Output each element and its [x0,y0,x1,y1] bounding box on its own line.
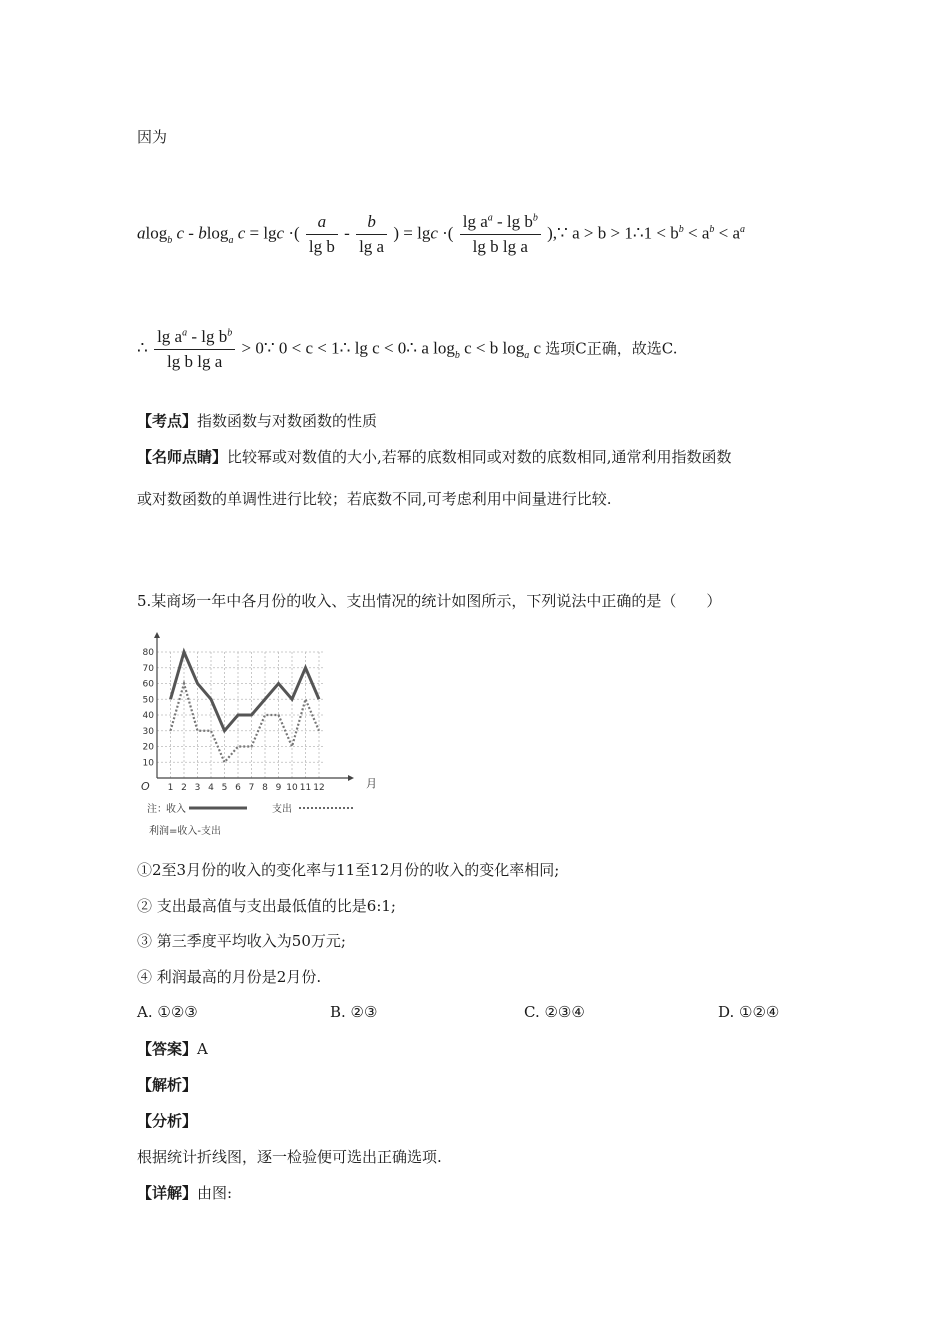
x-tick-label: 12 [313,783,325,793]
fraction-2: $\frac{b}{\text{lg a}}$ [356,212,387,257]
option-a[interactable]: A. ①②③ [137,1003,198,1021]
origin-label: O [141,780,150,793]
x-tick-label: 11 [299,783,312,793]
math-var: c [430,223,438,243]
math-op: ·( [437,223,454,243]
fenxi-text: 根据统计折线图，逐一检验便可选出正确选项. [137,1148,442,1166]
x-tick-label: 6 [235,783,241,793]
math-op: log [206,223,229,243]
option-c[interactable]: C. ②③④ [524,1003,585,1021]
question-5: 5.某商场一年中各月份的收入、支出情况的统计如图所示，下列说法中正确的是（ ） [137,592,722,610]
x-tick-label: 1 [167,783,174,793]
math-line-1: alog$_b$ c - blog$_a$ c = lgc ·( $\frac{a}{\text{lg b}}$ - $\frac{b}{\text{lg a}}$ ) = lgc ·( $\frac{\lg a^a - \lg b^b}{\text{lg b lg a}}$ ),∵ a > b > 1∴1 < $b^b < a^b < a^a$ [137,212,746,256]
series-line-expense [171,684,320,763]
math-var: a [137,223,146,243]
statement-2: ② 支出最高值与支出最低值的比是6:1; [137,897,396,915]
math-var: c [176,223,185,243]
math-op: ),∵ a > b > 1∴1 < b [547,223,679,243]
x-tick-label: 7 [248,783,255,793]
answer-options [137,1003,837,1023]
option-b[interactable]: B. ②③ [330,1003,378,1021]
fenxi-tag: 【分析】 [137,1112,198,1130]
answer-value: A [197,1040,208,1058]
kaodian-line [137,411,377,431]
xiangjie-text: 由图: [197,1184,233,1202]
math-op: < a [714,223,741,243]
legend-prefix: 注： [147,804,167,815]
math-conclusion: 选项C正确，故选C. [545,339,678,358]
math-var: c [237,223,246,243]
x-tick-label: 8 [262,783,268,793]
x-tick-label: 10 [286,783,298,793]
y-tick-label: 70 [142,663,154,674]
math-op: c [529,338,542,358]
line-chart [137,628,397,843]
y-axis-arrow [154,632,160,638]
option-d[interactable]: D. ①②④ [718,1003,780,1021]
y-tick-label: 40 [142,711,154,721]
answer-tag: 【答案】 [137,1040,198,1058]
y-tick-label: 80 [142,648,154,658]
chart-series [171,652,320,762]
math-op: - [344,223,355,243]
math-op: = lg [399,223,431,243]
xiangjie-tag: 【详解】 [137,1184,198,1202]
legend-expense-label: 支出 [272,804,292,815]
x-tick-label: 4 [208,783,214,793]
math-op: c < b log [459,338,525,358]
math-op: = lg [245,223,277,243]
statement-3: ③ 第三季度平均收入为50万元; [137,932,346,950]
kaodian-tag: 【考点】 [137,412,198,430]
mingshi-line-2: 或对数函数的单调性进行比较；若底数不同,可考虑利用中间量进行比较. [137,490,612,508]
math-op: ∴ [137,338,148,358]
math-var: b [198,223,207,243]
jiexi-tag: 【解析】 [137,1076,198,1094]
math-op: ·( [284,223,300,243]
series-line-income [171,652,320,731]
y-tick-label: 20 [142,742,154,753]
statement-4: ④ 利润最高的月份是2月份. [137,968,322,986]
math-sub: b [167,234,173,246]
math-op: - [184,223,199,243]
x-tick-label: 9 [275,783,282,793]
y-tick-label: 50 [142,695,154,706]
mingshi-line [137,447,732,467]
x-axis-arrow [348,775,354,781]
x-tick-label: 2 [181,783,187,793]
fraction-3: $\frac{\lg a^a - \lg b^b}{\text{lg b lg a}}$ [460,212,541,257]
kaodian-text: 指数函数与对数函数的性质 [197,412,378,430]
statement-1: ①2至3月份的收入的变化率与11至12月份的收入的变化率相同; [137,861,560,879]
fraction-4: $\frac{\lg a^a - \lg b^b}{\text{lg b lg a}}$ [154,327,235,372]
math-var: c [276,223,285,243]
x-tick-label: 5 [221,783,228,793]
y-tick-label: 30 [142,726,154,737]
intro-text: 因为 [137,128,168,146]
mingshi-tag: 【名师点睛】 [137,448,228,466]
chart-note: 利润=收入-支出 [149,826,221,837]
answer-line [137,1039,208,1059]
math-op: > 0∵ 0 < c < 1∴ lg c < 0∴ a log [241,338,455,358]
math-op: log [145,223,168,243]
x-axis-label: 月 [366,777,377,790]
math-sub: a [228,234,234,246]
math-op: ) [393,223,400,243]
math-op: < a [683,223,710,243]
math-line-2: ∴ $\frac{\lg a^a - \lg b^b}{\text{lg b lg a}}$ > 0∵ 0 < c < 1∴ lg c < 0∴ a $\log_b c < b$ $\log_a c$ 选项C正确，故选C. [137,327,678,371]
mingshi-text: 比较幂或对数值的大小,若幂的底数相同或对数的底数相同,通常利用指数函数 [227,448,732,466]
fraction-1: $\frac{a}{\text{lg b}}$ [306,212,338,257]
y-tick-label: 60 [142,679,154,690]
legend-income-label: 收入 [166,804,186,815]
xiangjie-line [137,1183,232,1203]
x-tick-label: 3 [194,783,201,793]
y-tick-label: 10 [142,758,154,769]
